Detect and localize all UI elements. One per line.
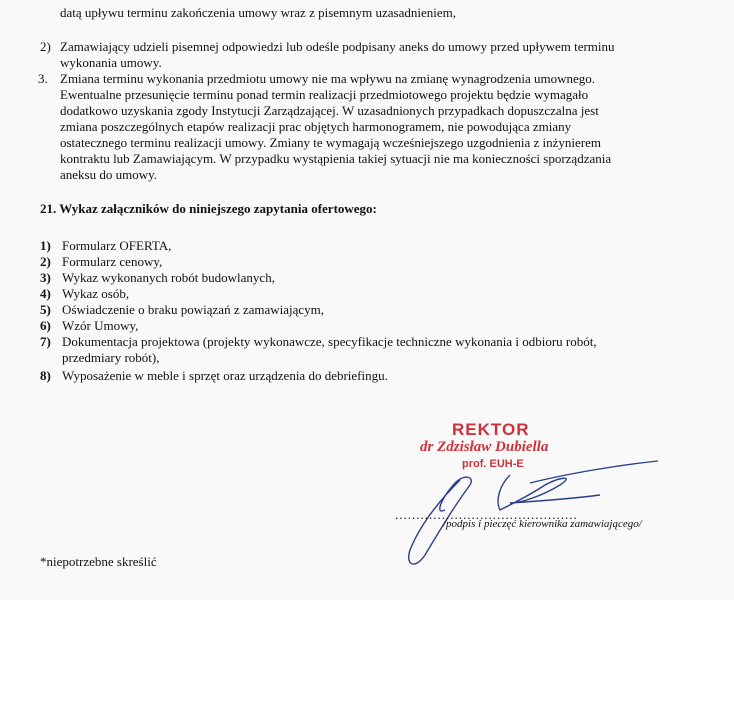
list-number: 5) <box>40 302 51 317</box>
stamp-name: dr Zdzisław Dubiella <box>420 439 549 455</box>
paragraph-continuation: datą upływu terminu zakończenia umowy wraz z pisemnym uzasadnieniem, <box>60 5 457 20</box>
attachment-item: przedmiary robót), <box>62 350 160 365</box>
list-item-text: Zmiana terminu wykonania przedmiotu umowy nie ma wpływu na zmianę wynagrodzenia umownego. <box>60 71 596 86</box>
list-number: 6) <box>40 318 51 333</box>
list-item-text: dodatkowo uzyskania zgody Instytucji Zarządzającej. W uzasadnionych przypadkach dopuszczalna jest <box>60 103 599 118</box>
signature-caption: /podpis i pieczęć kierownika zamawiającego/ <box>443 518 642 530</box>
attachment-item: Wyposażenie w meble i sprzęt oraz urządzenia do debriefingu. <box>62 368 388 383</box>
stamp-degree: prof. EUH-E <box>462 458 524 470</box>
section-heading: 21. Wykaz załączników do niniejszego zapytania ofertowego: <box>40 201 377 216</box>
list-item-text: Zamawiający udzieli pisemnej odpowiedzi lub odeśle podpisany aneks do umowy przed upływem terminu <box>60 39 615 54</box>
list-number: 2) <box>40 39 51 54</box>
list-item-text: kontraktu lub Zamawiającym. W przypadku wystąpienia takiej sytuacji nie ma konieczności sporządzania <box>60 151 612 166</box>
list-item-text: Ewentualne przesunięcie terminu ponad termin realizacji przedmiotowego projektu będzie wymagało <box>60 87 589 102</box>
attachment-item: Formularz OFERTA, <box>62 238 172 253</box>
footnote: *niepotrzebne skreślić <box>40 554 157 569</box>
list-item-text: aneksu do umowy. <box>60 167 158 182</box>
list-number: 7) <box>40 334 51 349</box>
list-item-text: zmiana poszczególnych etapów realizacji prac objętych harmonogramem, nie powodująca zmiany <box>60 119 572 134</box>
attachment-item: Wykaz wykonanych robót budowlanych, <box>62 270 275 285</box>
list-number: 8) <box>40 368 51 383</box>
attachment-item: Wzór Umowy, <box>62 318 139 333</box>
attachment-item: Dokumentacja projektowa (projekty wykonawcze, specyfikacje techniczne wykonania i odbioru robót, <box>62 334 597 349</box>
list-number: 3) <box>40 270 51 285</box>
signature-dots: ........................................... <box>395 507 578 522</box>
list-number: 1) <box>40 238 51 253</box>
list-number: 4) <box>40 286 51 301</box>
list-number: 2) <box>40 254 51 269</box>
attachment-item: Formularz cenowy, <box>62 254 163 269</box>
attachment-item: Wykaz osób, <box>62 286 130 301</box>
attachment-item: Oświadczenie o braku powiązań z zamawiającym, <box>62 302 325 317</box>
list-number: 3. <box>38 71 48 86</box>
stamp-title: REKTOR <box>452 420 530 439</box>
list-item-text: ostatecznego terminu realizacji umowy. Zmiany te wymagają wcześniejszego uzgodnienia z inżynierem <box>60 135 601 150</box>
list-item-text: wykonania umowy. <box>60 55 162 70</box>
